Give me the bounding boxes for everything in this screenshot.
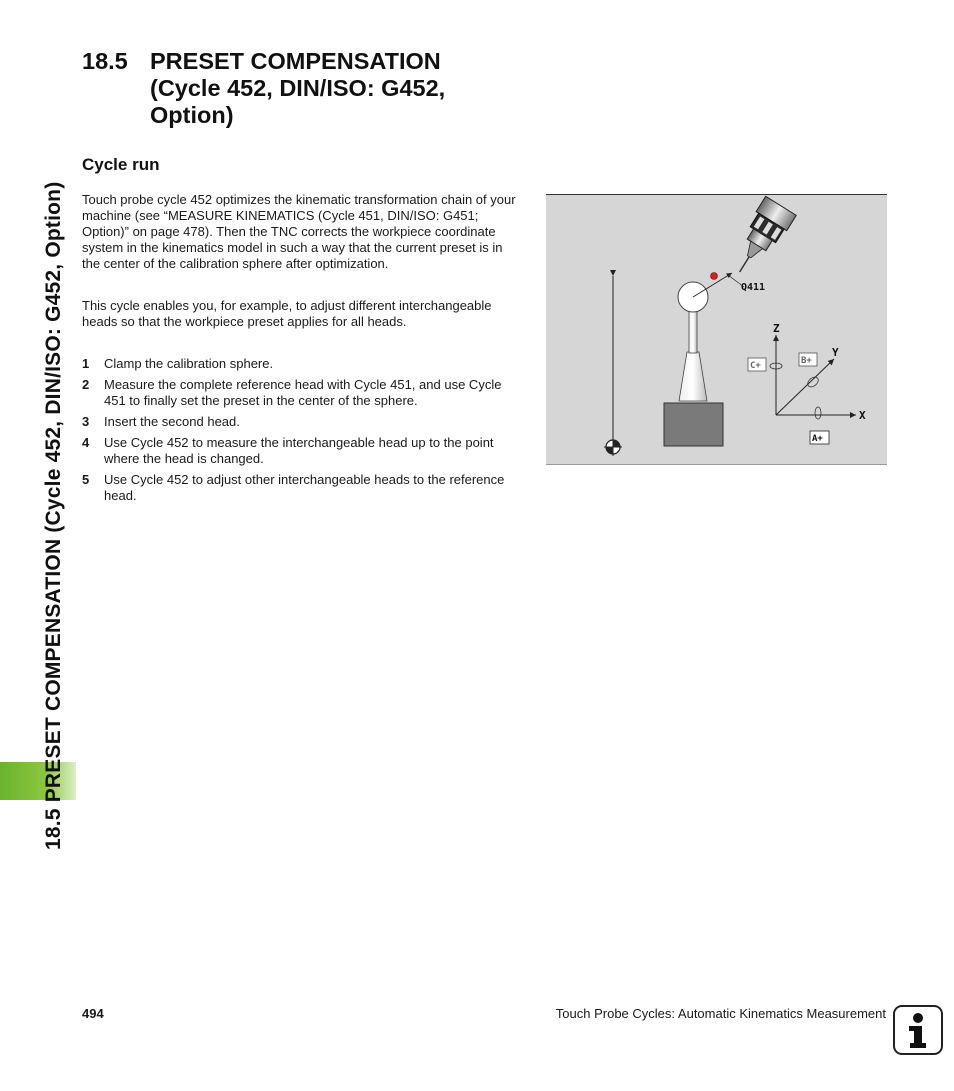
step-number: 1: [82, 356, 90, 371]
section-title-line: (Cycle 452, DIN/ISO: G452,: [150, 75, 446, 101]
side-running-title: [0, 0, 80, 1091]
step-text: Use Cycle 452 to adjust other interchangeable heads to the reference head.: [104, 472, 505, 503]
rotation-a-label: A+: [812, 434, 823, 444]
section-title-line: Option): [150, 102, 234, 128]
illustration-drawing: [546, 195, 887, 466]
step-number: 3: [82, 414, 90, 429]
probe-head: [724, 196, 796, 281]
list-item: [82, 356, 524, 372]
step-text: Clamp the calibration sphere.: [104, 356, 274, 371]
step-text: Insert the second head.: [104, 414, 240, 429]
rotation-b-label: B+: [801, 356, 812, 366]
stand-shaft: [689, 311, 697, 353]
list-item: [82, 472, 524, 504]
info-icon: [893, 1005, 943, 1055]
axis-x-label: X: [859, 409, 866, 422]
list-item: [82, 414, 524, 430]
section-number: 18.5: [82, 48, 128, 74]
step-number: 2: [82, 377, 90, 392]
axis-y-label: Y: [832, 346, 839, 359]
intro-paragraph: Touch probe cycle 452 optimizes the kinematic transformation chain of your machine (see “MEASURE KINEMATICS (Cycle 451, DIN/ISO: G451; Option)” on page 478). Then the TNC corrects the workpiece coordinate system in the kinematics model in such a way that the current preset is in the center of the calibration sphere after optimization.: [82, 192, 516, 271]
section-title: [150, 48, 550, 129]
footer-title: Touch Probe Cycles: Automatic Kinematics Measurement: [555, 1006, 886, 1021]
step-text: Use Cycle 452 to measure the interchangeable head up to the point where the head is changed.: [104, 435, 494, 466]
list-item: [82, 435, 524, 467]
probe-tip: [711, 273, 718, 280]
workpiece-block: [664, 403, 723, 446]
cycle-illustration: [546, 194, 887, 465]
axis-z-label: Z: [773, 322, 780, 335]
param-label: Q411: [741, 282, 766, 293]
info-glyph: [895, 1007, 941, 1053]
steps-list: [82, 356, 524, 509]
step-number: 5: [82, 472, 90, 487]
subsection-heading: Cycle run: [82, 155, 160, 174]
step-number: 4: [82, 435, 90, 450]
section-title-line: PRESET COMPENSATION: [150, 48, 441, 74]
sphere-stand: [679, 352, 707, 401]
page-number: 494: [82, 1006, 104, 1021]
step-text: Measure the complete reference head with Cycle 451, and use Cycle 451 to finally set the preset in the center of the sphere.: [104, 377, 502, 408]
usage-paragraph: This cycle enables you, for example, to adjust different interchangeable heads so that the workpiece preset applies for all heads.: [82, 298, 492, 329]
rotation-c-label: C+: [750, 361, 761, 371]
side-running-title-text: 18.5 PRESET COMPENSATION (Cycle 452, DIN/ISO: G452, Option): [42, 181, 65, 850]
list-item: [82, 377, 524, 409]
